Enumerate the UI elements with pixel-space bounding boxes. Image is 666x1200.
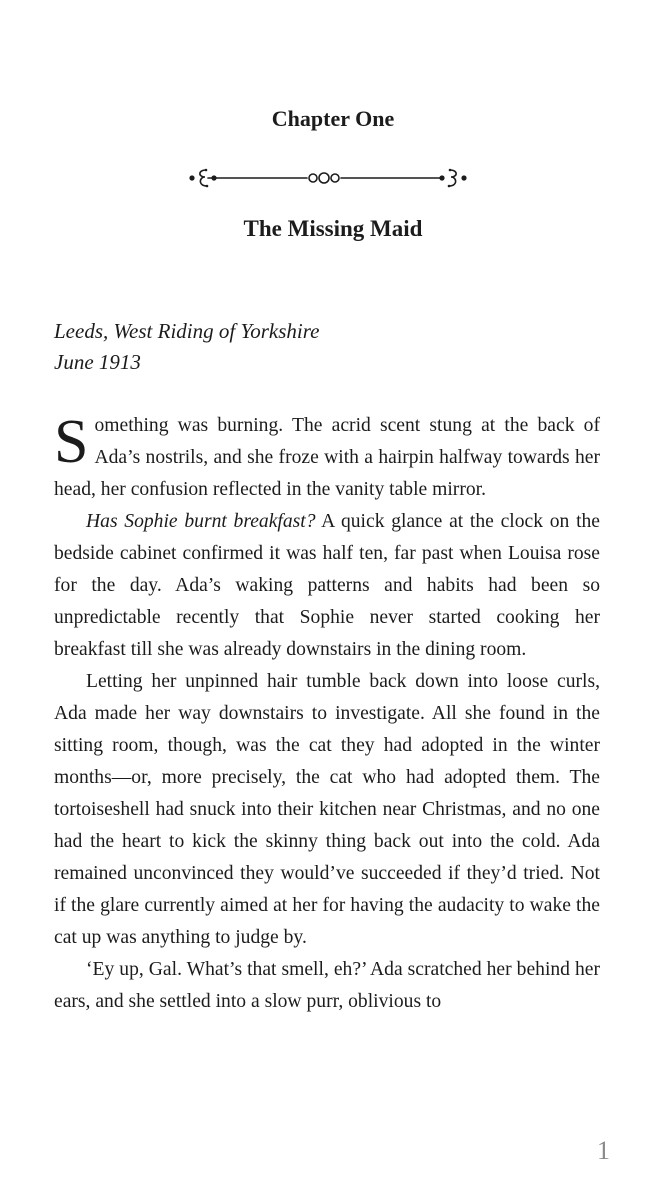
body-text xyxy=(54,410,600,1018)
paragraph-2 xyxy=(54,506,600,666)
dateline xyxy=(54,316,319,378)
paragraph-2-italic: Has Sophie burnt breakfast? xyxy=(86,511,316,532)
paragraph-2-text: A quick glance at the clock on the bedside cabinet confirmed it was half ten, far past when Louisa rose for the day. Ada’s waking patterns and habits had been so unpredictable recently that Sophie never started cooking her breakfast till she was already downstairs in the dining room. xyxy=(54,511,601,660)
page-number: 1 xyxy=(597,1136,610,1165)
paragraph-1-text: omething was burning. The acrid scent stung at the back of Ada’s nostrils, and she froze with a hairpin halfway towards her head, her confusion reflected in the vanity table mirror. xyxy=(54,415,600,500)
dateline-date: June 1913 xyxy=(54,350,141,374)
paragraph-3-text: Letting her unpinned hair tumble back down into loose curls, Ada made her way downstairs to investigate. All she found in the sitting room, though, was the cat they had adopted in the winter months—or, more precisely, the cat who had adopted them. The tortoiseshell had snuck into their kitchen near Christmas, and no one had the heart to kick the skinny thing back out into the cold. Ada remained unconvinced they would’ve succeeded if they’d tried. Not if the glare currently aimed at her for having the audacity to wake the cat up was anything to judge by. xyxy=(54,671,600,948)
paragraph-4 xyxy=(54,954,600,1018)
dateline-place: Leeds, West Riding of Yorkshire xyxy=(54,319,320,343)
paragraph-4-text: ‘Ey up, Gal. What’s that smell, eh?’ Ada scratched her behind her ears, and she settled into a slow purr, oblivious to xyxy=(54,959,600,1012)
paragraph-3 xyxy=(54,666,600,954)
drop-cap: S xyxy=(54,408,89,476)
chapter-title: The Missing Maid xyxy=(243,216,423,241)
paragraph-1 xyxy=(54,410,600,506)
scroll-divider-ornament-icon xyxy=(186,164,470,192)
chapter-label: Chapter One xyxy=(271,106,395,131)
